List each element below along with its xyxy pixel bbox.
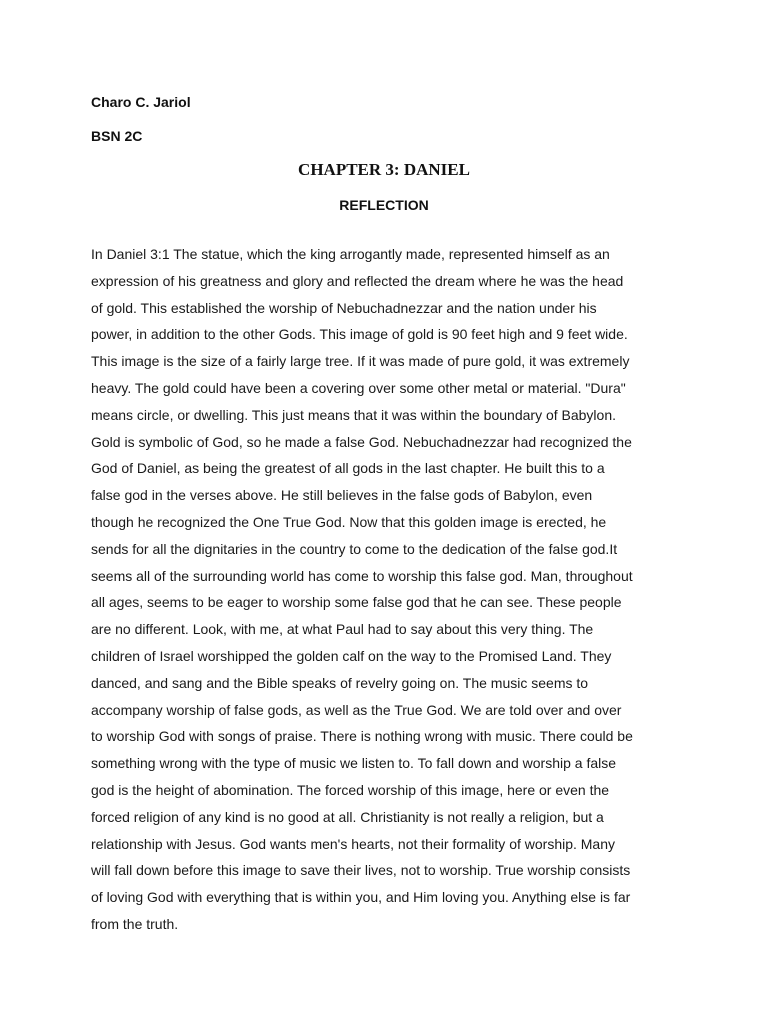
body-line: children of Israel worshipped the golden calf on the way to the Promised Land. They [91,647,612,664]
body-line: sends for all the dignitaries in the country to come to the dedication of the false god.It [91,540,618,557]
body-line: are no different. Look, with me, at what Paul had to say about this very thing. The [91,621,594,638]
body-line: This image is the size of a fairly large tree. If it was made of pure gold, it was extremely [91,353,630,370]
body-line: seems all of the surrounding world has come to worship this false god. Man, throughout [91,567,633,584]
body-line: all ages, seems to be eager to worship some false god that he can see. These people [91,594,622,611]
author-name: Charo C. Jariol [91,94,191,110]
course-section: BSN 2C [91,128,143,144]
body-line: accompany worship of false gods, as well as the True God. We are told over and over [91,701,622,718]
body-line: from the truth. [91,915,179,932]
body-line: In Daniel 3:1 The statue, which the king arrogantly made, represented himself as an [91,246,610,262]
body-line: something wrong with the type of music we listen to. To fall down and worship a false [91,755,617,772]
body-line: forced religion of any kind is no good at all. Christianity is not really a religion, but a [91,808,604,825]
body-line: god is the height of abomination. The forced worship of this image, here or even the [91,781,610,798]
body-line: of loving God with everything that is within you, and Him loving you. Anything else is far [91,889,631,906]
reflection-body [91,241,681,938]
body-line: of gold. This established the worship of Nebuchadnezzar and the nation under his [91,299,597,316]
reflection-heading: REFLECTION [339,197,429,213]
body-line: power, in addition to the other Gods. This image of gold is 90 feet high and 9 feet wide. [91,326,628,343]
chapter-title: CHAPTER 3: DANIEL [298,160,470,179]
body-line: though he recognized the One True God. Now that this golden image is erected, he [91,513,607,530]
body-line: Gold is symbolic of God, so he made a false God. Nebuchadnezzar had recognized the [91,433,632,450]
body-line: danced, and sang and the Bible speaks of revelry going on. The music seems to [91,674,589,691]
body-line: means circle, or dwelling. This just means that it was within the boundary of Babylon. [91,406,616,423]
body-line: false god in the verses above. He still believes in the false gods of Babylon, even [91,487,593,504]
body-line: God of Daniel, as being the greatest of all gods in the last chapter. He built this to a [91,460,605,477]
body-line: heavy. The gold could have been a covering over some other metal or material. "Dura" [91,379,626,396]
body-line: expression of his greatness and glory and reflected the dream where he was the head [91,272,624,289]
body-line: relationship with Jesus. God wants men's hearts, not their formality of worship. Many [91,835,616,852]
body-line: to worship God with songs of praise. There is nothing wrong with music. There could be [91,728,633,745]
body-line: will fall down before this image to save their lives, not to worship. True worship consists [91,862,631,879]
